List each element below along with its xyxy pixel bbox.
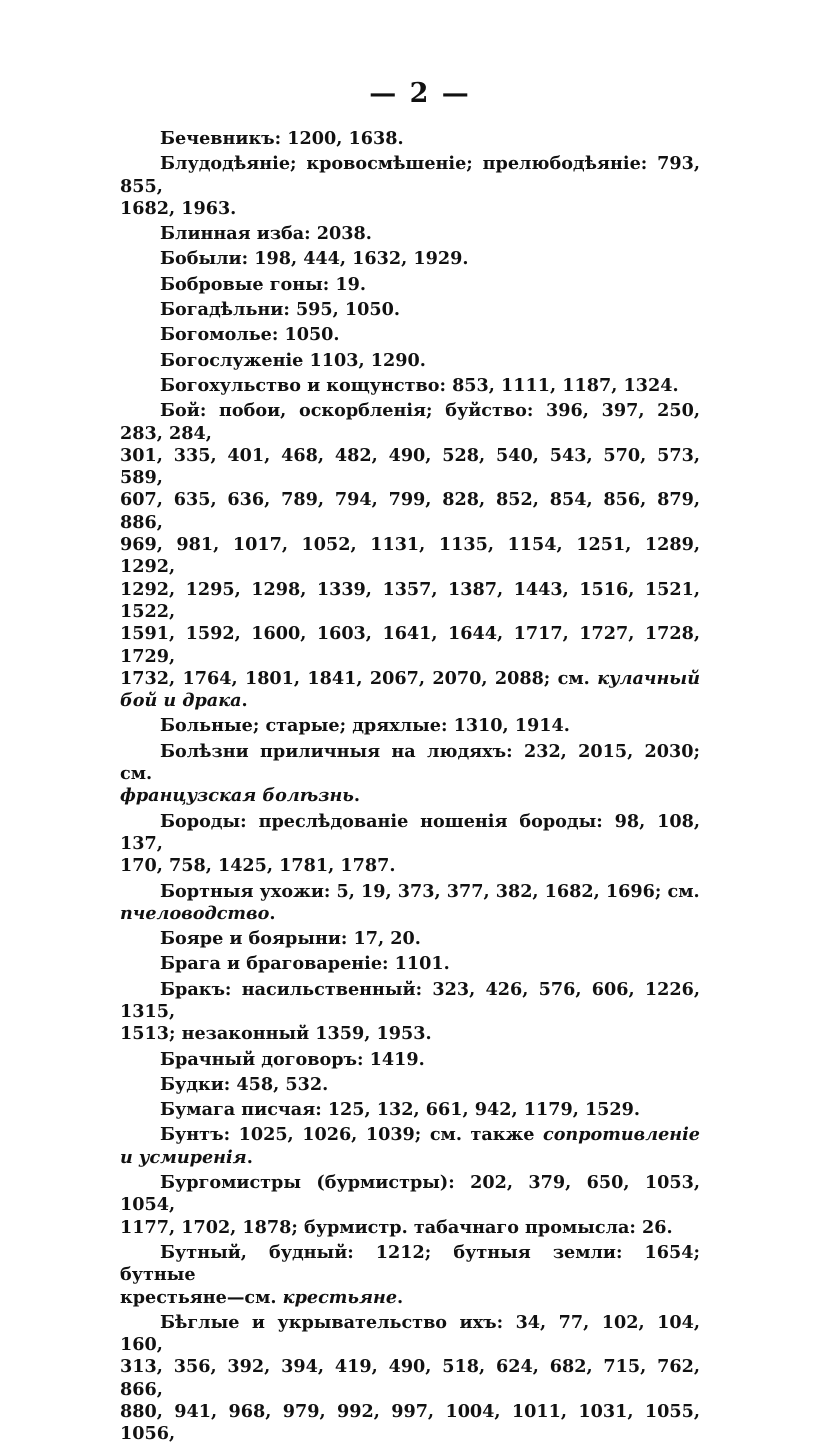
index-entry: Богадѣльни: 595, 1050. bbox=[160, 299, 401, 321]
page-number: — 2 — bbox=[369, 78, 471, 109]
index-entry: Бортныя ухожи: 5, 19, 373, 377, 382, 1682, 1696; см. пчеловодство. bbox=[120, 880, 700, 924]
index-entry: Бутный, будный: 1212; бутныя земли: 1654; бутные крестьяне—см. крестьяне. bbox=[120, 1241, 700, 1308]
index-entry: Бой: побои, оскорбленія; буйство: 396, 397, 250, 283, 284, 301, 335, 401, 468, 482, 490, 528, 540, 543, 570, 573, 589, 607, 635, 636, 789, 794, 799, 828, 852, 854, 856, 879, 886, 969, 981, 1017, 1052, 1131, 1135, 1154, 1251, 1289, 1292, 1292, 1295, 1298, 1339, 1357, 1387, 1443, 1516, 1521, 1522, 1591, 1592, 1600, 1603, 1641, 1644, 1717, 1727, 1728, 1729, 1732, 1764, 1801, 1841, 2067, 2070, 2088; см. кулачный бой и драка. bbox=[120, 400, 700, 712]
index-entry: Бургомистры (бурмистры): 202, 379, 650, 1053, 1054, 1177, 1702, 1878; бурмистр. табачнаго промысла: 26. bbox=[120, 1172, 700, 1238]
index-entries bbox=[120, 128, 700, 1449]
index-entry: Брачный договоръ: 1419. bbox=[160, 1048, 425, 1070]
index-entry: Бунтъ: 1025, 1026, 1039; см. также сопротивленіе и усмиренія. bbox=[120, 1124, 700, 1168]
index-entry: Богохульство и кощунство: 853, 1111, 1187, 1324. bbox=[160, 374, 679, 396]
index-entry: Больные; старые; дряхлые: 1310, 1914. bbox=[160, 715, 570, 737]
index-entry: Богомолье: 1050. bbox=[160, 324, 340, 346]
cross-reference: пчеловодство bbox=[120, 902, 270, 924]
index-entry: Бумага писчая: 125, 132, 661, 942, 1179, 1529. bbox=[160, 1099, 641, 1121]
index-entry: Бороды: преслѣдованіе ношенія бороды: 98, 108, 137, 170, 758, 1425, 1781, 1787. bbox=[120, 810, 700, 877]
index-entry: Бѣглые и укрывательство ихъ: 34, 77, 102, 104, 160, 313, 356, 392, 394, 419, 490, 518, 624, 682, 715, 762, 866, 880, 941, 968, 979, 992, 997, 1004, 1011, 1031, 1055, 1056, bbox=[120, 1311, 700, 1445]
index-entry: Бояре и боярыни: 17, 20. bbox=[160, 928, 421, 950]
index-entry: Блинная изба: 2038. bbox=[160, 223, 372, 245]
cross-reference: кулачный бой и драка bbox=[120, 667, 700, 712]
index-entry: Бракъ: насильственный: 323, 426, 576, 606, 1226, 1315, 1513; незаконный 1359, 1953. bbox=[120, 978, 700, 1045]
index-entry: Богослуженіе 1103, 1290. bbox=[160, 349, 426, 371]
index-entry: Бечевникъ: 1200, 1638. bbox=[160, 128, 404, 149]
cross-reference: французская болѣзнь bbox=[120, 785, 354, 807]
index-entry: Бобровые гоны: 19. bbox=[160, 273, 366, 295]
cross-reference: крестьяне bbox=[282, 1286, 398, 1308]
cross-reference: сопротивленіе и усмиренія bbox=[120, 1124, 700, 1168]
index-entry: Бобыли: 198, 444, 1632, 1929. bbox=[160, 248, 469, 270]
index-entry: Брага и браговареніе: 1101. bbox=[160, 953, 450, 975]
index-entry: Будки: 458, 532. bbox=[160, 1073, 329, 1095]
index-entry: Блудодѣяніе; кровосмѣшеніе; прелюбодѣяніе: 793, 855, 1682, 1963. bbox=[120, 153, 700, 219]
index-entry: Болѣзни приличныя на людяхъ: 232, 2015, 2030; см. французская болѣзнь. bbox=[120, 740, 700, 807]
